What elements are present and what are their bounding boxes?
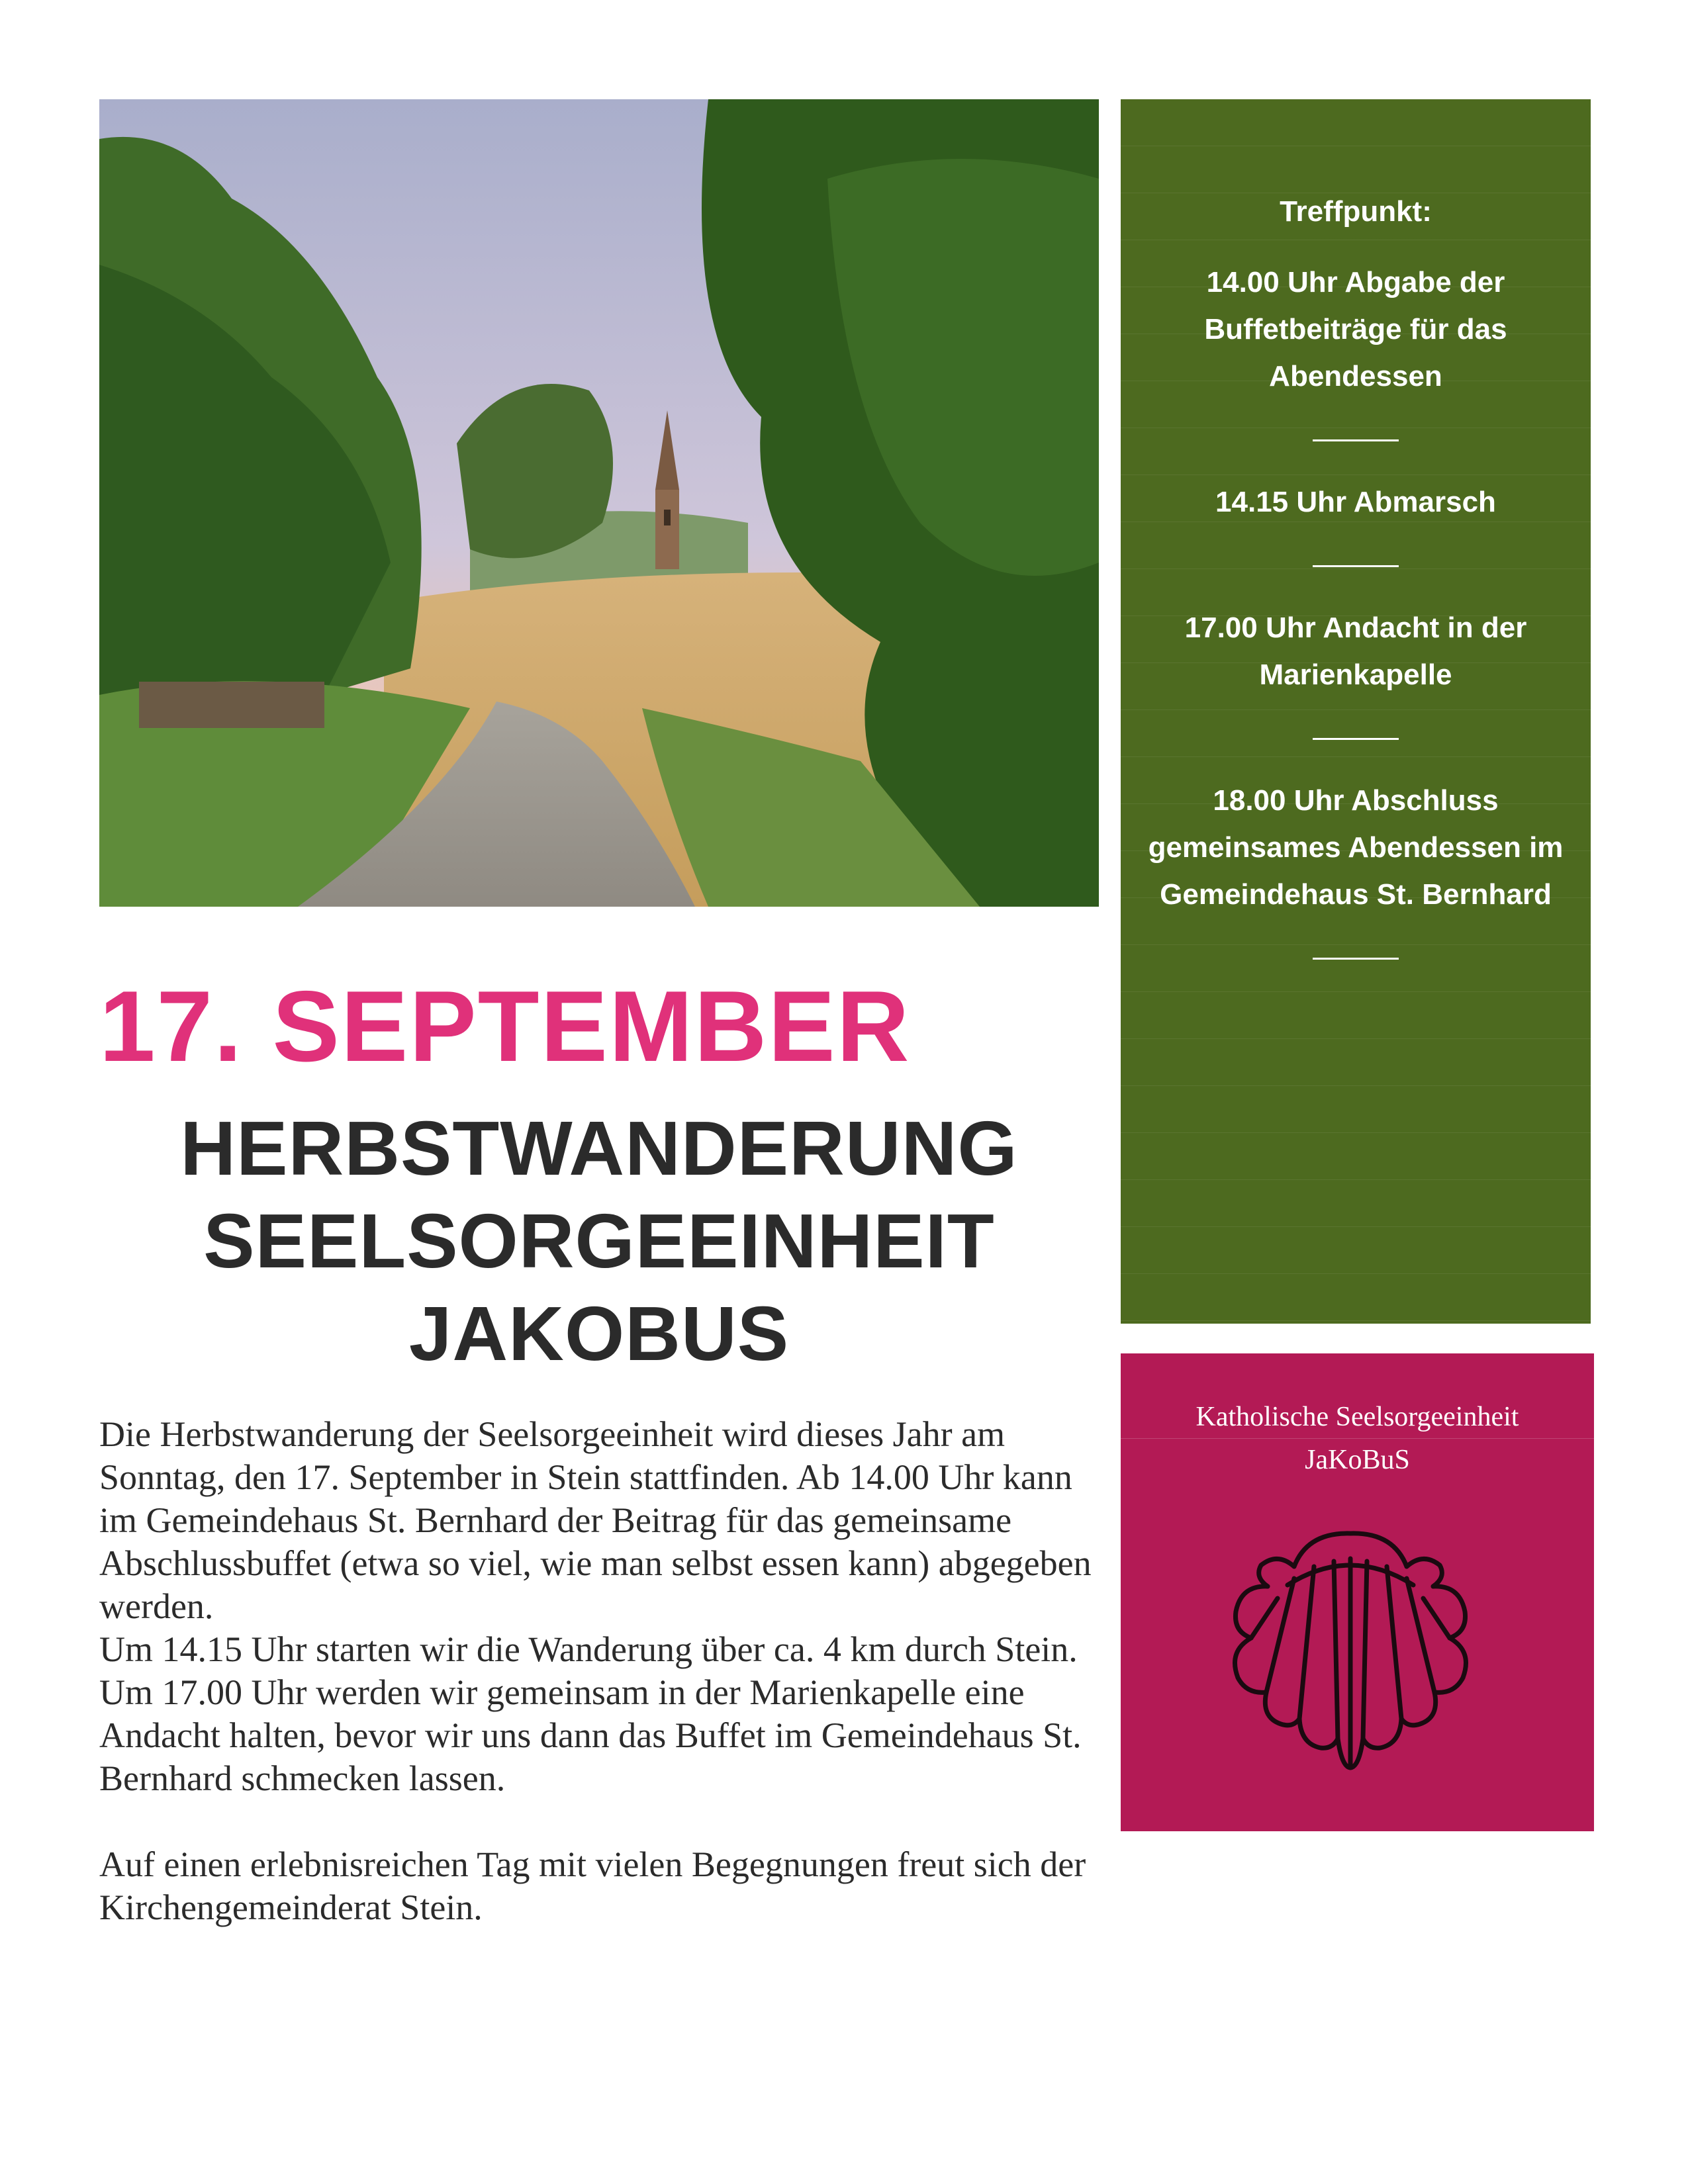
title-line-3: JAKOBUS [408, 1291, 790, 1377]
title-line-1: HERBSTWANDERUNG [180, 1105, 1018, 1191]
schedule-item-2: 14.15 Uhr Abmarsch [1215, 486, 1496, 518]
schedule-divider [1313, 958, 1399, 960]
schedule-divider [1313, 439, 1399, 441]
body-paragraph-1: Die Herbstwanderung der Seelsorgeeinheit wird dieses Jahr am Sonntag, den 17. September in Stein stattfinden. Ab 14.00 Uhr kann im Gemeindehaus St. Bernhard der Beitrag für das gemeinsame Abschlussbuffet (etwa so viel, wie man selbst essen kann) abgegeben werden. [99, 1414, 1092, 1626]
title-line-2: SEELSORGEEINHEIT [203, 1198, 995, 1284]
event-description [99, 1413, 1099, 1929]
schedule-divider [1313, 738, 1399, 740]
event-title [99, 1102, 1099, 1380]
hero-photo [99, 99, 1099, 907]
schedule-panel [1121, 99, 1591, 1324]
schedule-item-4: 18.00 Uhr Abschluss gemeinsames Abendessen im Gemeindehaus St. Bernhard [1148, 784, 1564, 911]
body-paragraph-2: Um 14.15 Uhr starten wir die Wanderung über ca. 4 km durch Stein. [99, 1629, 1078, 1669]
org-name [1121, 1353, 1594, 1481]
schedule-label: Treffpunkt: [1280, 195, 1432, 228]
scallop-shell-icon [1215, 1506, 1486, 1784]
event-date: 17. SEPTEMBER [99, 970, 911, 1083]
org-panel [1121, 1353, 1594, 1831]
schedule-item-3: 17.00 Uhr Andacht in der Marienkapelle [1184, 612, 1527, 691]
org-name-line-2: JaKoBuS [1121, 1438, 1594, 1481]
org-name-line-1: Katholische Seelsorgeeinheit [1196, 1402, 1519, 1432]
schedule-item-1: 14.00 Uhr Abgabe der Buffetbeiträge für das Abendessen [1204, 266, 1507, 392]
schedule-divider [1313, 565, 1399, 567]
body-paragraph-3: Um 17.00 Uhr werden wir gemeinsam in der Marienkapelle eine Andacht halten, bevor wir uns dann das Buffet im Gemeindehaus St. Bernhard schmecken lassen. [99, 1672, 1082, 1798]
closing-paragraph: Auf einen erlebnisreichen Tag mit vielen Begegnungen freut sich der Kirchengemeinderat Stein. [99, 1844, 1086, 1927]
